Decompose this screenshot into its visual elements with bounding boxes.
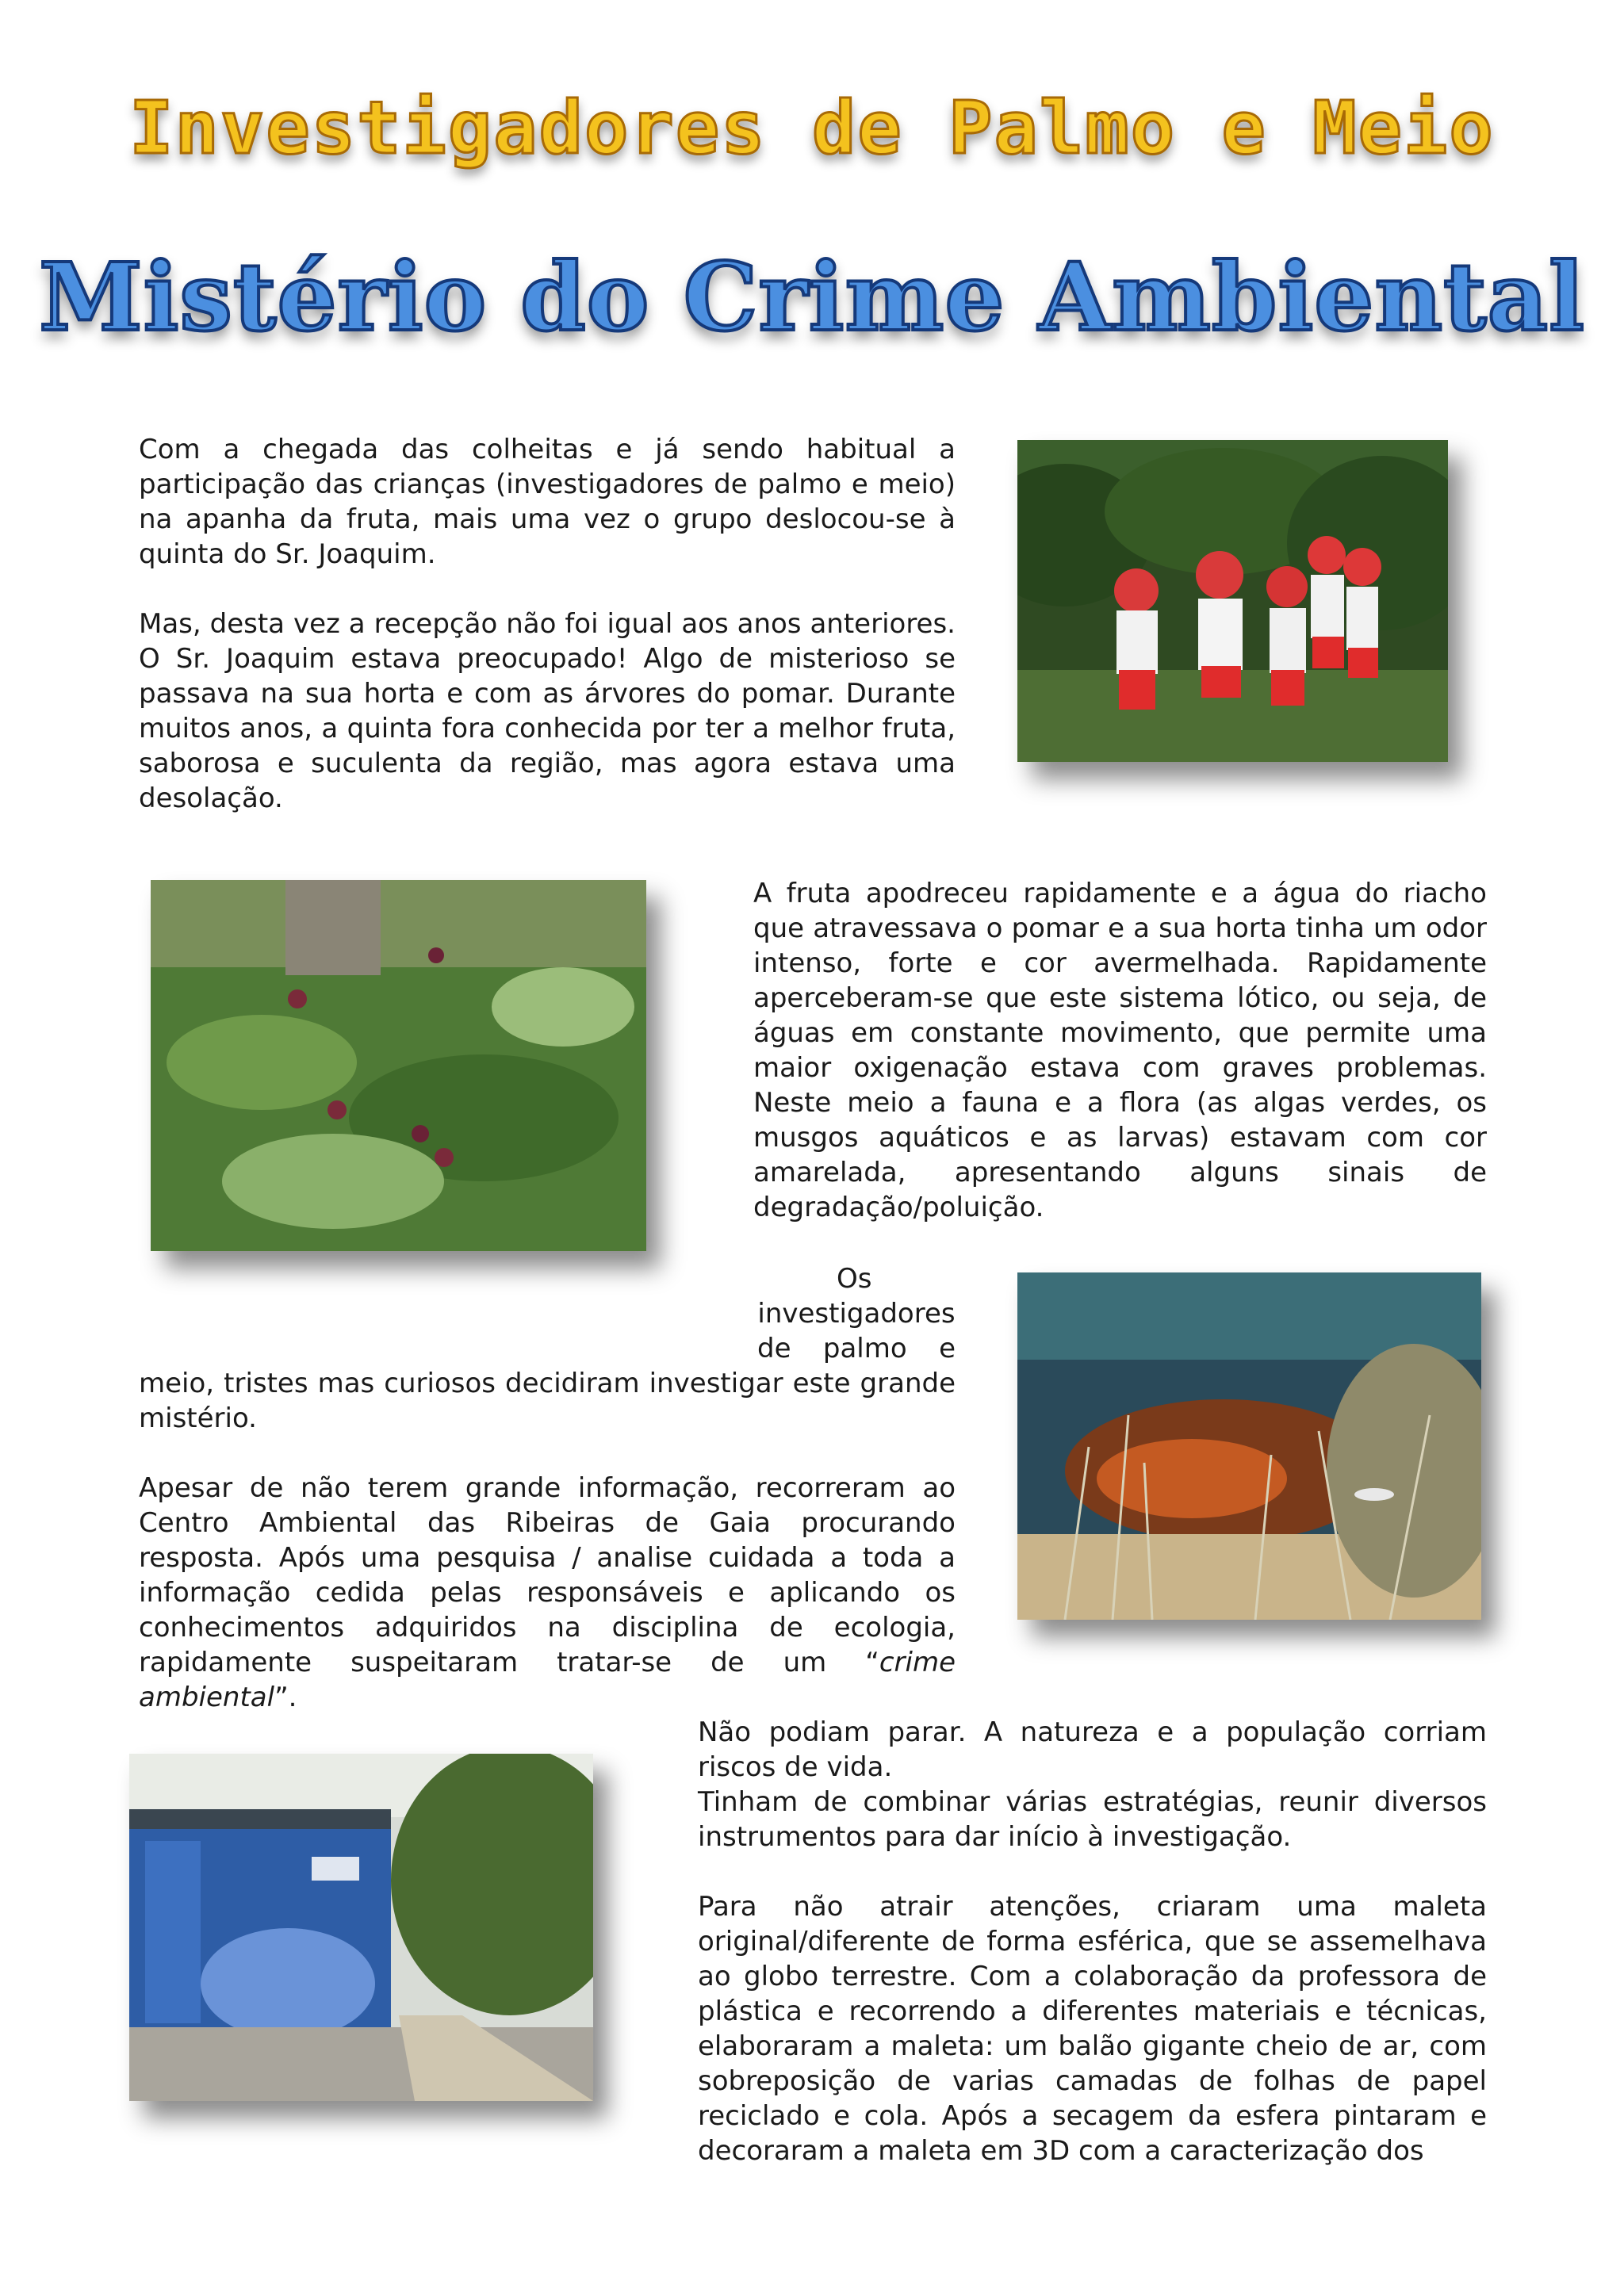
text-run: ”.: [274, 1682, 297, 1713]
text-block-investigators: [139, 1261, 956, 1715]
text-block-intro: [139, 432, 956, 816]
article-title: Mistério do Crime Ambiental: [39, 242, 1585, 352]
text-run-italic: crime ambiental: [139, 1647, 956, 1713]
text-block-fruit-and-stream: [753, 876, 1487, 1225]
text-line: de palmo e: [757, 1333, 956, 1364]
paragraph: Para não atrair atenções, criaram uma maleta original/diferente de forma esférica, que se assemelhava ao globo terrestre. Com a colaboração da professora de plástica e recorrendo a diferentes materiais e técnicas, elaboraram a maleta: um balão gigante cheio de ar, com sobreposição de varias camadas de folhas de papel reciclado e cola. Após a secagem da esfera pintaram e decoraram a maleta em 3D com a caracterização dos: [698, 1891, 1487, 2167]
photo-fallen-fruit-on-grass: [151, 880, 646, 1251]
photo-children-picking-fruit: [1017, 440, 1448, 762]
paragraph: Não podiam parar. A natureza e a população corriam riscos de vida.: [698, 1716, 1487, 1783]
text-block-strategy: [698, 1715, 1487, 2168]
paragraph: [139, 1471, 956, 1715]
paragraph: Com a chegada das colheitas e já sendo habitual a participação das crianças (investigadores de palmo e meio) na apanha da fruta, mais uma vez o grupo deslocou-se à quinta do Sr. Joaquim.: [139, 434, 956, 570]
text-line: investigadores: [757, 1298, 956, 1330]
text-run: Apesar de não terem grande informação, recorreram ao Centro Ambiental das Ribeiras de Gaia procurando resposta. Após uma pesquisa / analise cuidada a toda a informação cedida pelas responsáveis e aplicando os conhecimentos adquiridos na disciplina de ecologia, rapidamente suspeitaram tratar-se de um “: [139, 1472, 956, 1678]
photo-environmental-centre: [129, 1754, 593, 2101]
paragraph: Mas, desta vez a recepção não foi igual aos anos anteriores. O Sr. Joaquim estava preocupado! Algo de misterioso se passava na sua horta e com as árvores do pomar. Durante muitos anos, a quinta fora conhecida por ter a melhor fruta, saborosa e suculenta da região, mas agora estava uma desolação.: [139, 608, 956, 814]
series-title: Investigadores de Palmo e Meio: [129, 86, 1495, 170]
paragraph: A fruta apodreceu rapidamente e a água do riacho que atravessava o pomar e a sua horta tinha um odor intenso, forte e cor avermelhada. Rapidamente aperceberam-se que este sistema lótico, ou seja, de águas em constante movimento, que permite uma maior oxigenação estava com graves problemas. Neste meio a fauna e a flora (as algas verdes, os musgos aquáticos e as larvas) estavam com cor amarelada, apresentando alguns sinais de degradação/poluição.: [753, 878, 1487, 1223]
paragraph: meio, tristes mas curiosos decidiram investigar este grande mistério.: [139, 1368, 956, 1434]
paragraph: Tinham de combinar várias estratégias, reunir diversos instrumentos para dar início à investigação.: [698, 1786, 1487, 1853]
photo-polluted-stream: [1017, 1272, 1481, 1620]
text-line: Os: [837, 1263, 872, 1295]
